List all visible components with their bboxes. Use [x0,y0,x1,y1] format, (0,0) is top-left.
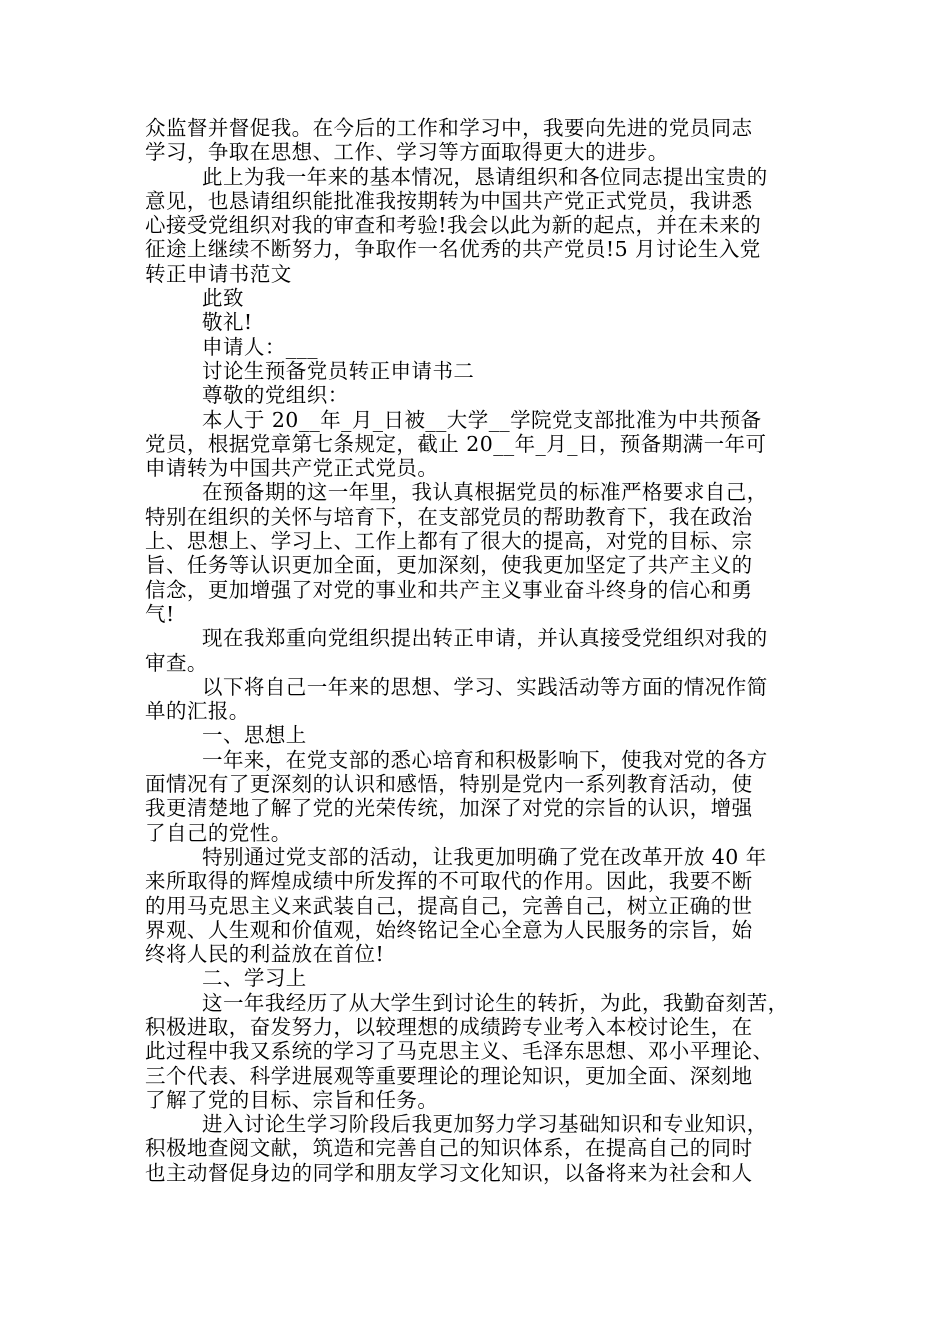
text-line: 单的汇报。 [145,699,250,724]
text-line: 转正申请书范文 [145,261,292,286]
text-line: 一、思想上 [202,723,307,748]
text-line: 党员，根据党章第七条规定，截止 20__年_月_日，预备期满一年可 [145,431,767,456]
text-line: 了解了党的目标、宗旨和任务。 [145,1087,439,1112]
text-line: 气! [145,601,175,626]
text-line: 积极进取，奋发努力，以较理想的成绩跨专业考入本校讨论生，在 [145,1014,753,1039]
text-line: 特别在组织的关怀与培育下，在支部党员的帮助教育下，我在政治 [145,504,753,529]
text-line: 也主动督促身边的同学和朋友学习文化知识，以备将来为社会和人 [145,1160,753,1185]
text-line: 学习，争取在思想、工作、学习等方面取得更大的进步。 [145,140,669,165]
text-line: 信念，更加增强了对党的事业和共产主义事业奋斗终身的信心和勇 [145,577,753,602]
text-line: 此过程中我又系统的学习了马克思主义、毛泽东思想、邓小平理论、 [145,1039,774,1064]
text-line: 此上为我一年来的基本情况，恳请组织和各位同志提出宝贵的 [202,164,768,189]
text-line: 以下将自己一年来的思想、学习、实践活动等方面的情况作简 [202,674,768,699]
document-body [145,116,815,1185]
text-line: 的用马克思主义来武装自己，提高自己，完善自己，树立正确的世 [145,893,753,918]
text-line: 现在我郑重向党组织提出转正申请，并认真接受党组织对我的 [202,626,768,651]
text-line: 征途上继续不断努力，争取作一名优秀的共产党员!5 月讨论生入党 [145,237,761,262]
text-line: 尊敬的党组织： [202,383,349,408]
text-line: 积极地查阅文献，筑造和完善自己的知识体系，在提高自己的同时 [145,1136,753,1161]
text-line: 心接受党组织对我的审查和考验!我会以此为新的起点，并在未来的 [145,213,762,238]
text-line: 了自己的党性。 [145,820,292,845]
text-line: 意见，也恳请组织能批准我按期转为中国共产党正式党员，我讲悉 [145,188,753,213]
text-line: 旨、任务等认识更加全面，更加深刻，使我更加坚定了共产主义的 [145,553,753,578]
text-line: 面情况有了更深刻的认识和感悟，特别是党内一系列教育活动，使 [145,772,753,797]
text-line: 界观、人生观和价值观，始终铭记全心全意为人民服务的宗旨，始 [145,917,753,942]
text-line: 三个代表、科学进展观等重要理论的理论知识，更加全面、深刻地 [145,1063,753,1088]
text-line: 上、思想上、学习上、工作上都有了很大的提高，对党的目标、宗 [145,529,753,554]
text-line: 申请人：___ [202,334,318,359]
text-line: 这一年我经历了从大学生到讨论生的转折，为此，我勤奋刻苦， [202,990,789,1015]
text-line: 终将人民的利益放在首位! [145,942,385,967]
text-line: 在预备期的这一年里，我认真根据党员的标准严格要求自己， [202,480,768,505]
text-line: 来所取得的辉煌成绩中所发挥的不可取代的作用。因此，我要不断 [145,869,753,894]
text-line: 本人于 20__年_月_日被__大学__学院党支部批准为中共预备 [202,407,762,432]
text-line: 一年来，在党支部的悉心培育和积极影响下，使我对党的各方 [202,747,768,772]
text-line: 讨论生预备党员转正申请书二 [202,358,475,383]
text-line: 申请转为中国共产党正式党员。 [145,456,439,481]
text-line: 我更清楚地了解了党的光荣传统，加深了对党的宗旨的认识，增强 [145,796,753,821]
text-line: 众监督并督促我。在今后的工作和学习中，我要向先进的党员同志 [145,116,753,140]
text-line: 此致 [202,286,244,311]
text-line: 进入讨论生学习阶段后我更加努力学习基础知识和专业知识， [202,1112,768,1137]
text-line: 审查。 [145,650,208,675]
text-line: 敬礼! [202,310,253,335]
text-line: 特别通过党支部的活动，让我更加明确了党在改革开放 40 年 [202,844,767,869]
text-line: 二、学习上 [202,966,307,991]
